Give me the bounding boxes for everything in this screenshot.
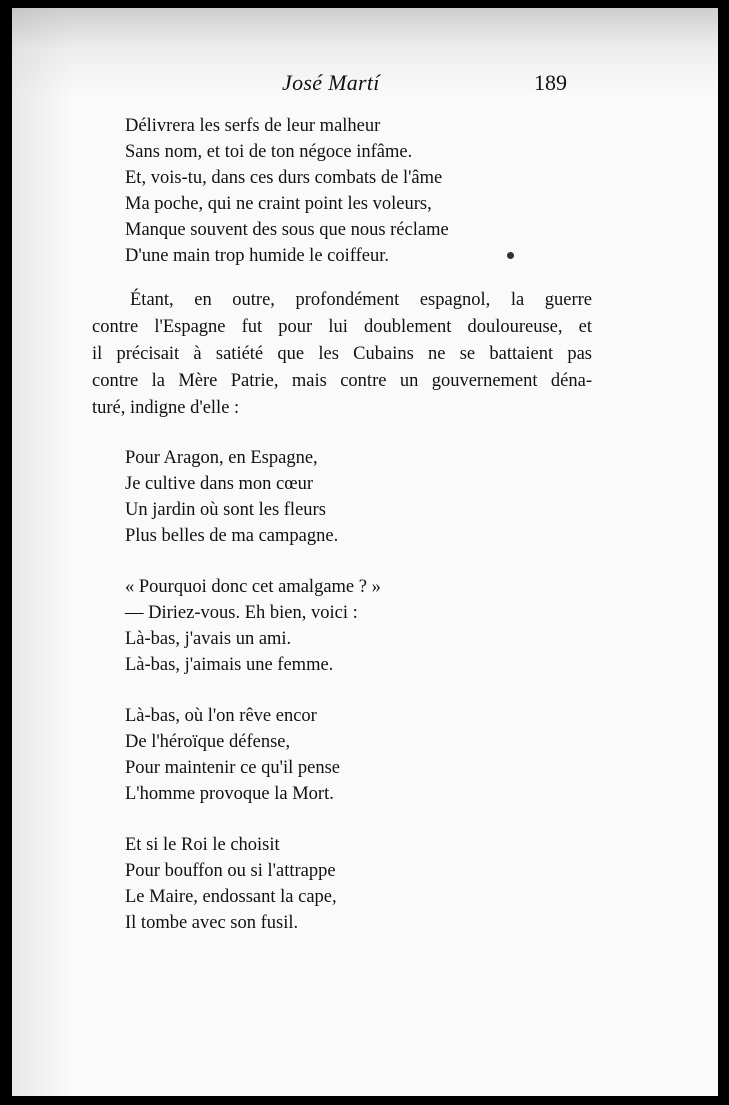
- paragraph-line: contre l'Espagne fut pour lui doublement douloureuse, et: [92, 317, 592, 337]
- stanza-4: [125, 703, 340, 807]
- verse-line: Délivrera les serfs de leur malheur: [125, 116, 381, 136]
- verse-line: « Pourquoi donc cet amalgame ? »: [125, 577, 381, 597]
- verse-line: Plus belles de ma campagne.: [125, 526, 339, 546]
- page-number: 189: [534, 70, 567, 95]
- stanza-5: [125, 832, 337, 936]
- verse-line: Pour maintenir ce qu'il pense: [125, 758, 340, 778]
- verse-line: Pour Aragon, en Espagne,: [125, 448, 318, 468]
- paragraph-line: turé, indigne d'elle :: [92, 398, 240, 418]
- verse-line: L'homme provoque la Mort.: [125, 784, 334, 804]
- stanza-1: [125, 113, 449, 269]
- verse-line: De l'héroïque défense,: [125, 732, 291, 752]
- paragraph-line: il précisait à satiété que les Cubains ne se battaient pas: [92, 344, 592, 364]
- verse-line: Un jardin où sont les fleurs: [125, 500, 326, 520]
- book-page: [12, 8, 718, 1096]
- verse-line: Le Maire, endossant la cape,: [125, 887, 337, 907]
- verse-line: Il tombe avec son fusil.: [125, 913, 299, 933]
- verse-line: Et si le Roi le choisit: [125, 835, 280, 855]
- verse-line: D'une main trop humide le coiffeur.: [125, 246, 389, 266]
- verse-line: Là-bas, où l'on rêve encor: [125, 706, 317, 726]
- verse-line: Manque souvent des sous que nous réclame: [125, 220, 449, 240]
- verse-line: Là-bas, j'aimais une femme.: [125, 655, 334, 675]
- stanza-3: [125, 574, 381, 678]
- verse-line: Je cultive dans mon cœur: [125, 474, 314, 494]
- verse-line: Là-bas, j'avais un ami.: [125, 629, 292, 649]
- paragraph-line: Étant, en outre, profondément espagnol, la guerre: [130, 290, 592, 310]
- stanza-2: [125, 445, 338, 549]
- verse-line: Et, vois-tu, dans ces durs combats de l'âme: [125, 168, 443, 188]
- paragraph-line: contre la Mère Patrie, mais contre un gouvernement déna-: [92, 371, 592, 391]
- ink-speck: [507, 252, 514, 259]
- verse-line: Pour bouffon ou si l'attrappe: [125, 861, 336, 881]
- verse-line: Ma poche, qui ne craint point les voleurs,: [125, 194, 432, 214]
- prose-paragraph: [92, 287, 592, 422]
- verse-line: — Diriez-vous. Eh bien, voici :: [125, 603, 358, 623]
- verse-line: Sans nom, et toi de ton négoce infâme.: [125, 142, 413, 162]
- running-header-author: José Martí: [282, 70, 380, 95]
